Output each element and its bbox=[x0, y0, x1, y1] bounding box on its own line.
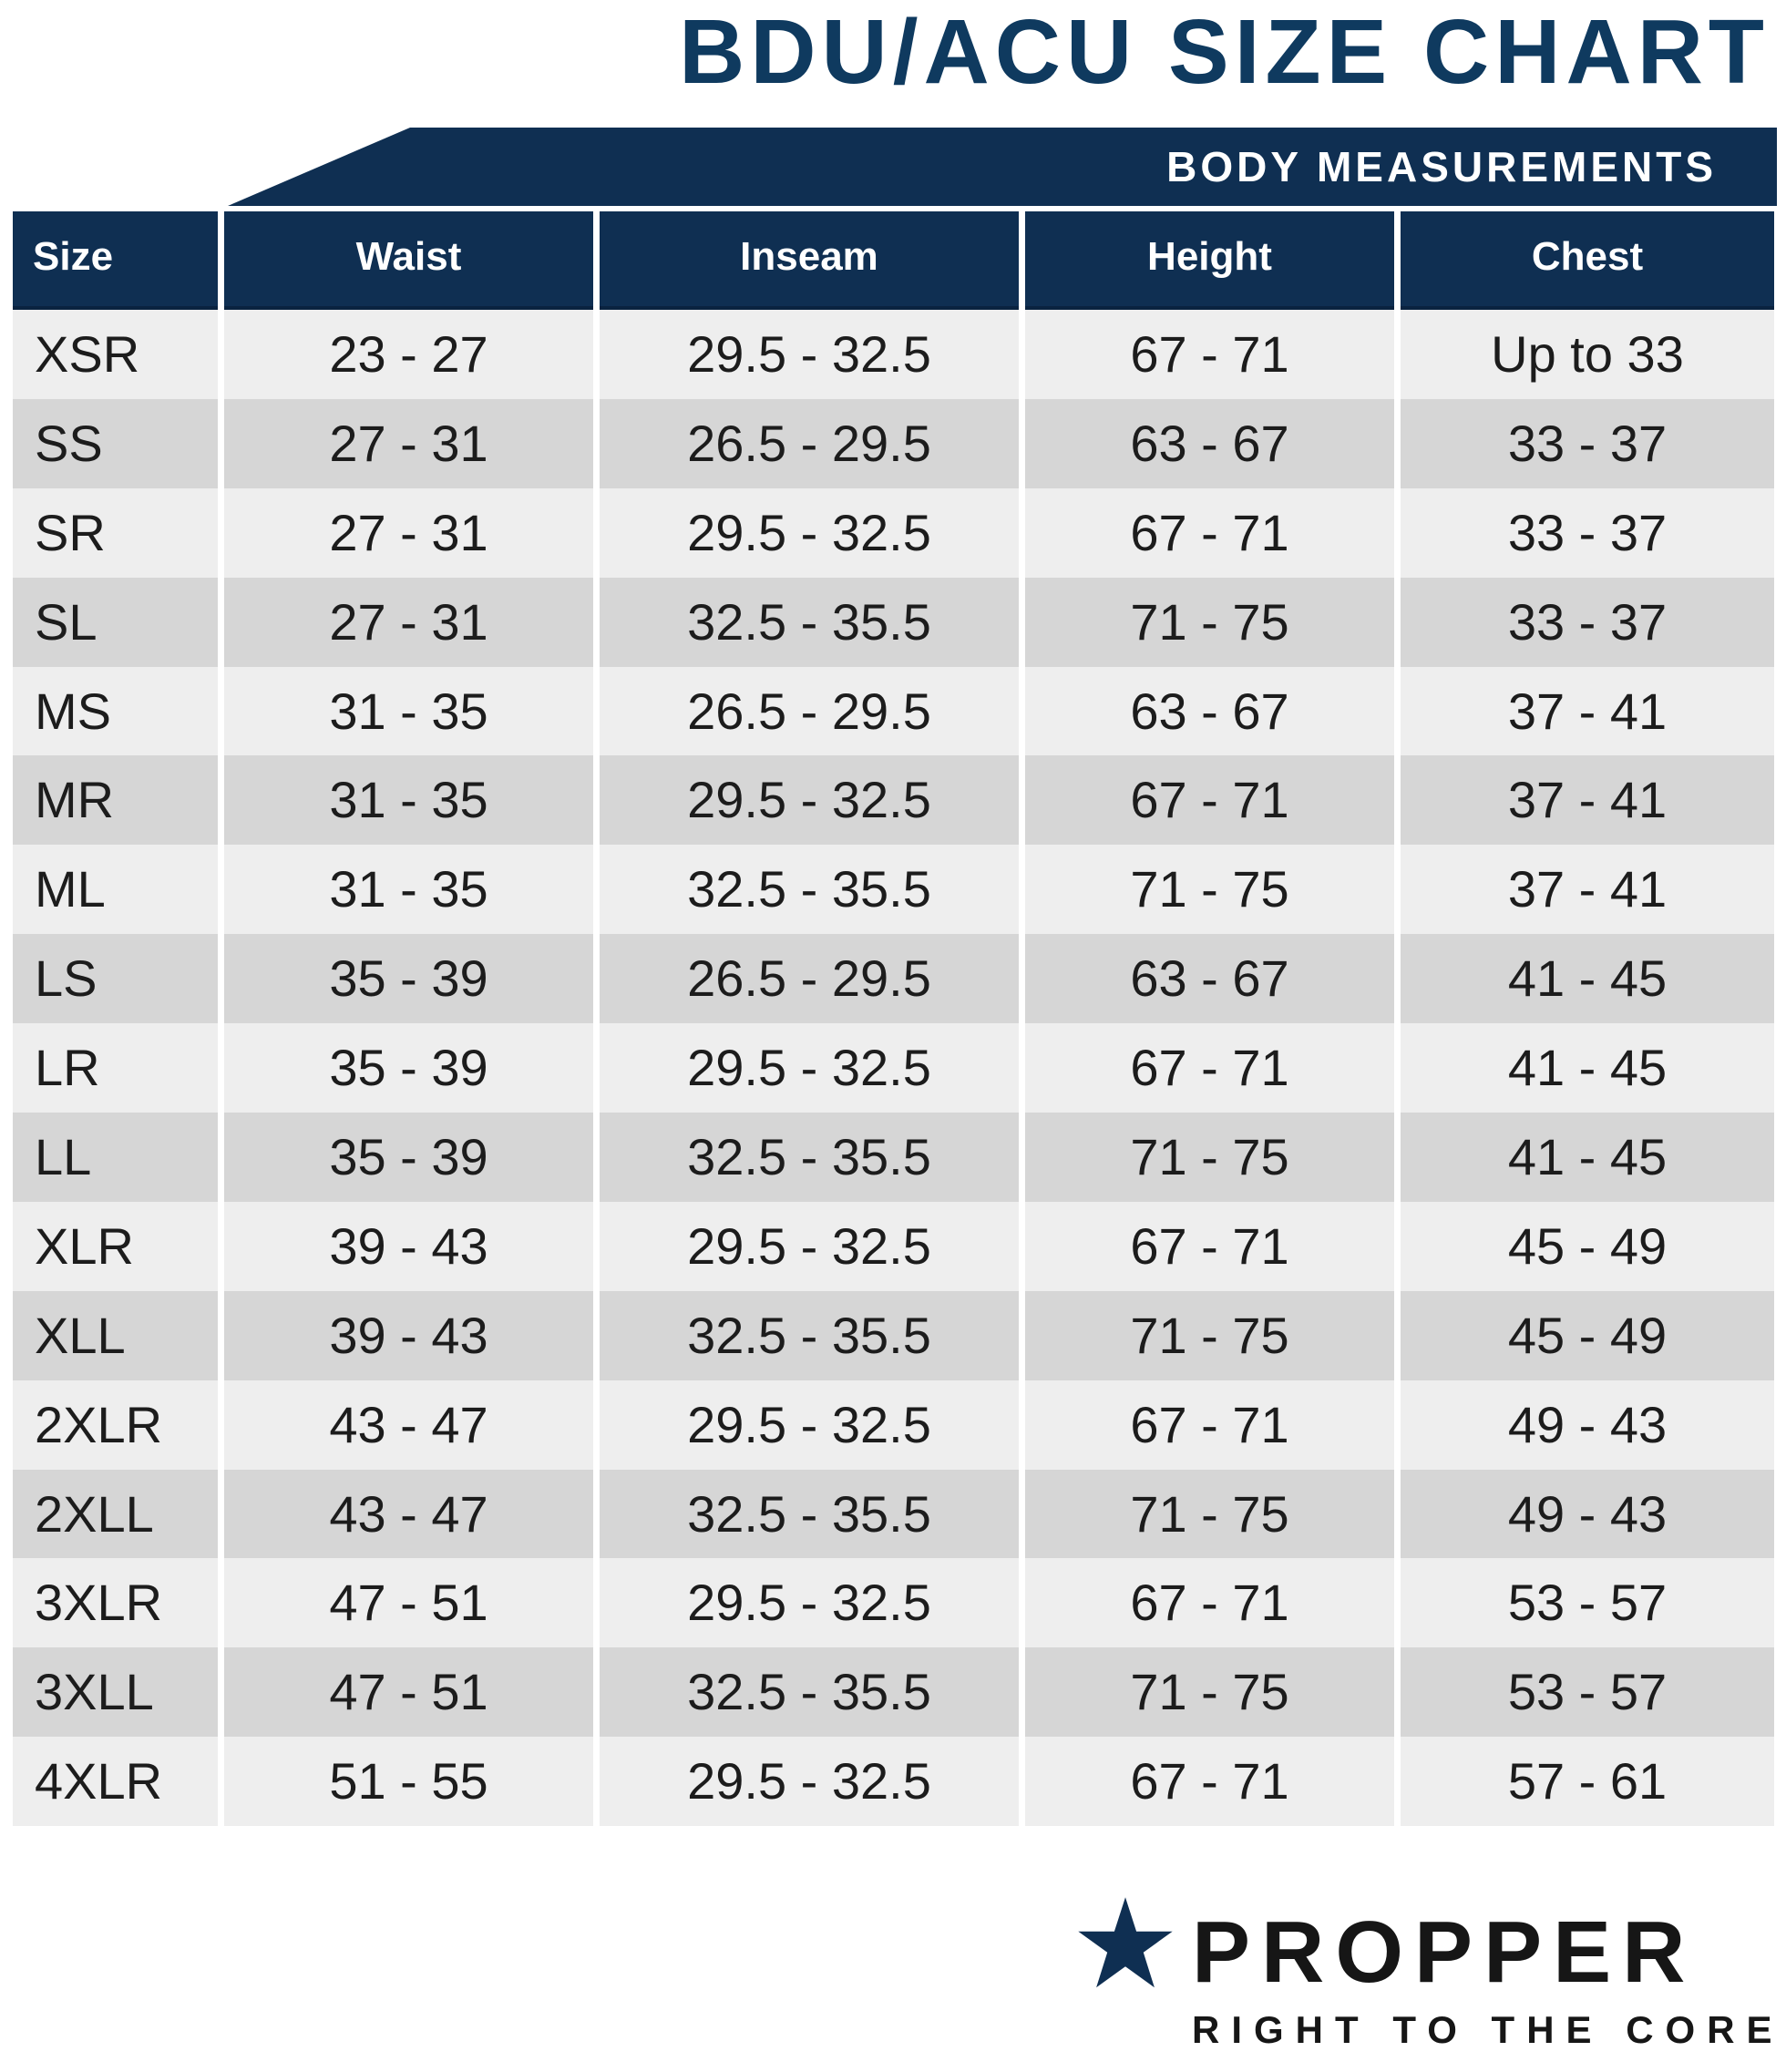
size-table bbox=[13, 211, 1779, 1826]
table-row bbox=[13, 667, 1779, 756]
cell-inseam: 29.5 - 32.5 bbox=[600, 1737, 1019, 1826]
logo-tagline: RIGHT TO THE CORE bbox=[1192, 2008, 1784, 2051]
table-row bbox=[13, 1113, 1779, 1202]
table-row bbox=[13, 1647, 1779, 1737]
cell-height: 63 - 67 bbox=[1025, 934, 1394, 1023]
cell-size: SL bbox=[13, 578, 218, 667]
table-row bbox=[13, 1737, 1779, 1826]
cell-size: MR bbox=[13, 755, 218, 845]
cell-waist: 31 - 35 bbox=[224, 845, 593, 934]
cell-chest: 41 - 45 bbox=[1401, 1023, 1774, 1113]
table-row bbox=[13, 1202, 1779, 1291]
cell-inseam: 32.5 - 35.5 bbox=[600, 1113, 1019, 1202]
cell-size: SS bbox=[13, 399, 218, 488]
cell-size: 3XLR bbox=[13, 1558, 218, 1647]
cell-height: 67 - 71 bbox=[1025, 1558, 1394, 1647]
page-title: BDU/ACU SIZE CHART bbox=[679, 1, 1770, 103]
cell-height: 71 - 75 bbox=[1025, 845, 1394, 934]
cell-size: 4XLR bbox=[13, 1737, 218, 1826]
cell-waist: 43 - 47 bbox=[224, 1380, 593, 1470]
cell-chest: 37 - 41 bbox=[1401, 667, 1774, 756]
cell-inseam: 29.5 - 32.5 bbox=[600, 1558, 1019, 1647]
table-row bbox=[13, 1023, 1779, 1113]
cell-waist: 31 - 35 bbox=[224, 755, 593, 845]
cell-inseam: 29.5 - 32.5 bbox=[600, 1380, 1019, 1470]
cell-inseam: 32.5 - 35.5 bbox=[600, 845, 1019, 934]
cell-waist: 43 - 47 bbox=[224, 1470, 593, 1559]
cell-inseam: 32.5 - 35.5 bbox=[600, 1470, 1019, 1559]
cell-size: 2XLR bbox=[13, 1380, 218, 1470]
cell-chest: 37 - 41 bbox=[1401, 845, 1774, 934]
cell-size: XLL bbox=[13, 1291, 218, 1380]
body-measurements-banner bbox=[228, 128, 1777, 206]
cell-waist: 39 - 43 bbox=[224, 1291, 593, 1380]
cell-height: 63 - 67 bbox=[1025, 667, 1394, 756]
cell-inseam: 29.5 - 32.5 bbox=[600, 1023, 1019, 1113]
banner-label: BODY MEASUREMENTS bbox=[1166, 143, 1717, 190]
cell-size: 3XLL bbox=[13, 1647, 218, 1737]
cell-chest: 53 - 57 bbox=[1401, 1647, 1774, 1737]
cell-waist: 27 - 31 bbox=[224, 578, 593, 667]
column-header-inseam: Inseam bbox=[600, 211, 1019, 310]
cell-inseam: 32.5 - 35.5 bbox=[600, 1291, 1019, 1380]
cell-height: 71 - 75 bbox=[1025, 578, 1394, 667]
cell-inseam: 32.5 - 35.5 bbox=[600, 1647, 1019, 1737]
cell-waist: 27 - 31 bbox=[224, 488, 593, 578]
cell-height: 67 - 71 bbox=[1025, 1737, 1394, 1826]
cell-waist: 31 - 35 bbox=[224, 667, 593, 756]
table-row bbox=[13, 488, 1779, 578]
star-icon bbox=[1075, 1894, 1175, 1995]
cell-waist: 35 - 39 bbox=[224, 934, 593, 1023]
column-header-height: Height bbox=[1025, 211, 1394, 310]
cell-chest: 37 - 41 bbox=[1401, 755, 1774, 845]
cell-waist: 47 - 51 bbox=[224, 1647, 593, 1737]
cell-height: 67 - 71 bbox=[1025, 755, 1394, 845]
cell-inseam: 32.5 - 35.5 bbox=[600, 578, 1019, 667]
cell-chest: 49 - 43 bbox=[1401, 1470, 1774, 1559]
cell-height: 71 - 75 bbox=[1025, 1113, 1394, 1202]
table-row bbox=[13, 755, 1779, 845]
cell-chest: 41 - 45 bbox=[1401, 934, 1774, 1023]
cell-size: LR bbox=[13, 1023, 218, 1113]
cell-size: XSR bbox=[13, 310, 218, 399]
cell-inseam: 29.5 - 32.5 bbox=[600, 755, 1019, 845]
cell-size: MS bbox=[13, 667, 218, 756]
cell-waist: 51 - 55 bbox=[224, 1737, 593, 1826]
cell-size: XLR bbox=[13, 1202, 218, 1291]
cell-waist: 35 - 39 bbox=[224, 1113, 593, 1202]
table-row bbox=[13, 1558, 1779, 1647]
table-row bbox=[13, 399, 1779, 488]
table-row bbox=[13, 1380, 1779, 1470]
column-header-waist: Waist bbox=[224, 211, 593, 310]
cell-chest: Up to 33 bbox=[1401, 310, 1774, 399]
cell-inseam: 26.5 - 29.5 bbox=[600, 399, 1019, 488]
propper-logo bbox=[1075, 1891, 1784, 2064]
cell-chest: 33 - 37 bbox=[1401, 399, 1774, 488]
cell-height: 67 - 71 bbox=[1025, 1023, 1394, 1113]
table-row bbox=[13, 934, 1779, 1023]
column-header-chest: Chest bbox=[1401, 211, 1774, 310]
table-row bbox=[13, 578, 1779, 667]
cell-chest: 41 - 45 bbox=[1401, 1113, 1774, 1202]
cell-height: 67 - 71 bbox=[1025, 1380, 1394, 1470]
cell-chest: 45 - 49 bbox=[1401, 1291, 1774, 1380]
cell-inseam: 29.5 - 32.5 bbox=[600, 1202, 1019, 1291]
cell-size: LS bbox=[13, 934, 218, 1023]
cell-size: SR bbox=[13, 488, 218, 578]
cell-inseam: 29.5 - 32.5 bbox=[600, 488, 1019, 578]
cell-chest: 53 - 57 bbox=[1401, 1558, 1774, 1647]
cell-waist: 27 - 31 bbox=[224, 399, 593, 488]
cell-height: 67 - 71 bbox=[1025, 310, 1394, 399]
cell-height: 71 - 75 bbox=[1025, 1470, 1394, 1559]
table-row bbox=[13, 845, 1779, 934]
cell-size: 2XLL bbox=[13, 1470, 218, 1559]
logo-name: PROPPER bbox=[1192, 1903, 1697, 2001]
cell-waist: 35 - 39 bbox=[224, 1023, 593, 1113]
cell-inseam: 26.5 - 29.5 bbox=[600, 934, 1019, 1023]
cell-height: 63 - 67 bbox=[1025, 399, 1394, 488]
cell-height: 71 - 75 bbox=[1025, 1647, 1394, 1737]
table-row bbox=[13, 310, 1779, 399]
cell-size: ML bbox=[13, 845, 218, 934]
table-header bbox=[13, 211, 1779, 310]
cell-height: 67 - 71 bbox=[1025, 488, 1394, 578]
cell-chest: 57 - 61 bbox=[1401, 1737, 1774, 1826]
cell-height: 67 - 71 bbox=[1025, 1202, 1394, 1291]
cell-chest: 49 - 43 bbox=[1401, 1380, 1774, 1470]
cell-waist: 23 - 27 bbox=[224, 310, 593, 399]
column-header-size: Size bbox=[13, 211, 218, 310]
table-body bbox=[13, 310, 1779, 1826]
cell-waist: 39 - 43 bbox=[224, 1202, 593, 1291]
cell-chest: 33 - 37 bbox=[1401, 578, 1774, 667]
cell-waist: 47 - 51 bbox=[224, 1558, 593, 1647]
table-row bbox=[13, 1470, 1779, 1559]
cell-size: LL bbox=[13, 1113, 218, 1202]
cell-inseam: 26.5 - 29.5 bbox=[600, 667, 1019, 756]
table-row bbox=[13, 1291, 1779, 1380]
cell-height: 71 - 75 bbox=[1025, 1291, 1394, 1380]
cell-chest: 33 - 37 bbox=[1401, 488, 1774, 578]
cell-chest: 45 - 49 bbox=[1401, 1202, 1774, 1291]
cell-inseam: 29.5 - 32.5 bbox=[600, 310, 1019, 399]
